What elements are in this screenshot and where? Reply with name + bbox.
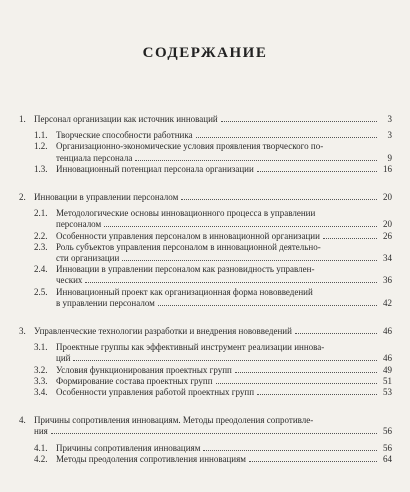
toc-title-line: Творческие способности работника (56, 130, 193, 141)
toc-page-number: 3 (387, 114, 392, 124)
toc-chapter[interactable] (0, 326, 410, 337)
toc-number: 1.2. (34, 141, 48, 152)
toc-number: 2.1. (34, 208, 48, 219)
toc-title-line: Особенности управления работой проектных групп (56, 387, 255, 398)
toc-title-line: ций (56, 353, 71, 364)
toc-title-line: Организационно-экономические условия проявления творческого по- (56, 141, 324, 152)
toc-section[interactable] (0, 454, 410, 465)
toc-page-number: 56 (383, 442, 392, 453)
toc-number: 3. (19, 326, 26, 337)
toc-number: 1.3. (34, 163, 48, 174)
toc-page-number: 34 (383, 253, 392, 264)
toc-chapter[interactable] (0, 114, 410, 125)
toc-page-number: 3 (387, 130, 392, 141)
dot-leader (323, 238, 377, 239)
dot-leader (73, 360, 377, 361)
toc-title-line: Персонал организации как источник инноваций (34, 114, 218, 124)
toc-page-number: 26 (383, 230, 392, 241)
toc-section[interactable] (0, 130, 410, 141)
toc-title-line: Инновационный потенциал персонала организации (56, 163, 254, 174)
toc-title-line: Управленческие технологии разработки и внедрения нововведений (34, 326, 292, 337)
toc-page-number: 16 (383, 163, 392, 174)
toc-number: 4. (19, 415, 26, 426)
toc-page-number: 20 (383, 219, 392, 230)
toc-page-number: 46 (383, 326, 392, 337)
toc-number: 4.2. (34, 453, 48, 464)
toc-chapter[interactable] (0, 192, 410, 203)
toc-title-line: Роль субъектов управления персоналом в инновационной деятельно- (56, 241, 321, 252)
toc-section[interactable] (0, 365, 410, 376)
toc-section[interactable] (0, 208, 410, 230)
dot-leader (196, 137, 377, 138)
toc-number: 2.5. (34, 286, 48, 297)
toc-title-line: персоналом (56, 219, 102, 230)
toc-number: 3.2. (34, 364, 48, 375)
toc-number: 1. (19, 114, 26, 124)
toc-section[interactable] (0, 387, 410, 398)
toc-title-line: Инновационный проект как организационная форма нововведений (56, 286, 313, 297)
dot-leader (257, 171, 377, 172)
toc-title-line: Методы преодоления сопротивления инновациям (56, 453, 246, 464)
page-title: СОДЕРЖАНИЕ (142, 45, 268, 61)
dot-leader (181, 199, 377, 200)
toc-number: 3.3. (34, 375, 48, 386)
dot-leader (104, 226, 377, 227)
dot-leader (51, 433, 377, 434)
dot-leader (249, 461, 377, 462)
toc-section[interactable] (0, 164, 410, 175)
dot-leader (235, 372, 377, 373)
dot-leader (203, 450, 377, 451)
toc-title-line: ческих (56, 275, 83, 286)
dot-leader (158, 305, 377, 306)
toc-title-line: Причины сопротивления инновациям (56, 442, 201, 453)
toc-number: 2. (19, 192, 26, 203)
table-of-contents (0, 114, 410, 465)
toc-title-line: тенциала персонала (56, 152, 133, 163)
dot-leader (221, 121, 377, 122)
toc-number: 1.1. (34, 130, 48, 141)
toc-section[interactable] (0, 287, 410, 309)
toc-number: 4.1. (34, 442, 48, 453)
toc-title-line: сти организации (56, 253, 120, 264)
toc-section[interactable] (0, 141, 410, 163)
toc-title-line: в управлении персоналом (56, 297, 155, 308)
dot-leader (85, 282, 377, 283)
toc-page-number: 42 (383, 297, 392, 308)
dot-leader (122, 260, 377, 261)
toc-number: 3.1. (34, 342, 48, 353)
toc-section[interactable] (0, 376, 410, 387)
toc-section[interactable] (0, 242, 410, 264)
toc-title-line: Методологические основы инновационного процесса в управлении (56, 208, 316, 219)
toc-page-number: 36 (383, 275, 392, 286)
toc-number: 2.3. (34, 241, 48, 252)
toc-page-number: 64 (383, 453, 392, 464)
dot-leader (295, 333, 377, 334)
toc-page-number: 56 (383, 426, 392, 437)
dot-leader (135, 160, 377, 161)
toc-page-number: 20 (383, 192, 392, 203)
toc-title-line: Проектные группы как эффективный инструмент реализации иннова- (56, 342, 325, 353)
toc-page-number: 9 (387, 152, 392, 163)
toc-section[interactable] (0, 231, 410, 242)
toc-number: 3.4. (34, 387, 48, 398)
dot-leader (257, 394, 377, 395)
toc-page-number: 51 (383, 375, 392, 386)
toc-title-line: Инновации в управлении персоналом (34, 192, 179, 203)
toc-number: 2.2. (34, 230, 48, 241)
toc-section[interactable] (0, 342, 410, 364)
toc-section[interactable] (0, 443, 410, 454)
toc-title-line: Причины сопротивления инновациям. Методы преодоления сопротивле- (34, 415, 314, 426)
toc-title-line: Инновации в управлении персоналом как разновидность управлен- (56, 264, 315, 275)
toc-title-line: Условия функционирования проектных групп (56, 364, 232, 375)
toc-title-line: ния (34, 426, 48, 437)
toc-title-line: Особенности управления персоналом в инновационной организации (56, 230, 320, 241)
toc-page-number: 49 (383, 364, 392, 375)
toc-page-number: 46 (383, 353, 392, 364)
toc-section[interactable] (0, 264, 410, 286)
dot-leader (216, 383, 377, 384)
toc-title-line: Формирование состава проектных групп (56, 375, 213, 386)
toc-page-number: 53 (383, 387, 392, 398)
toc-number: 2.4. (34, 264, 48, 275)
toc-chapter[interactable] (0, 415, 410, 437)
